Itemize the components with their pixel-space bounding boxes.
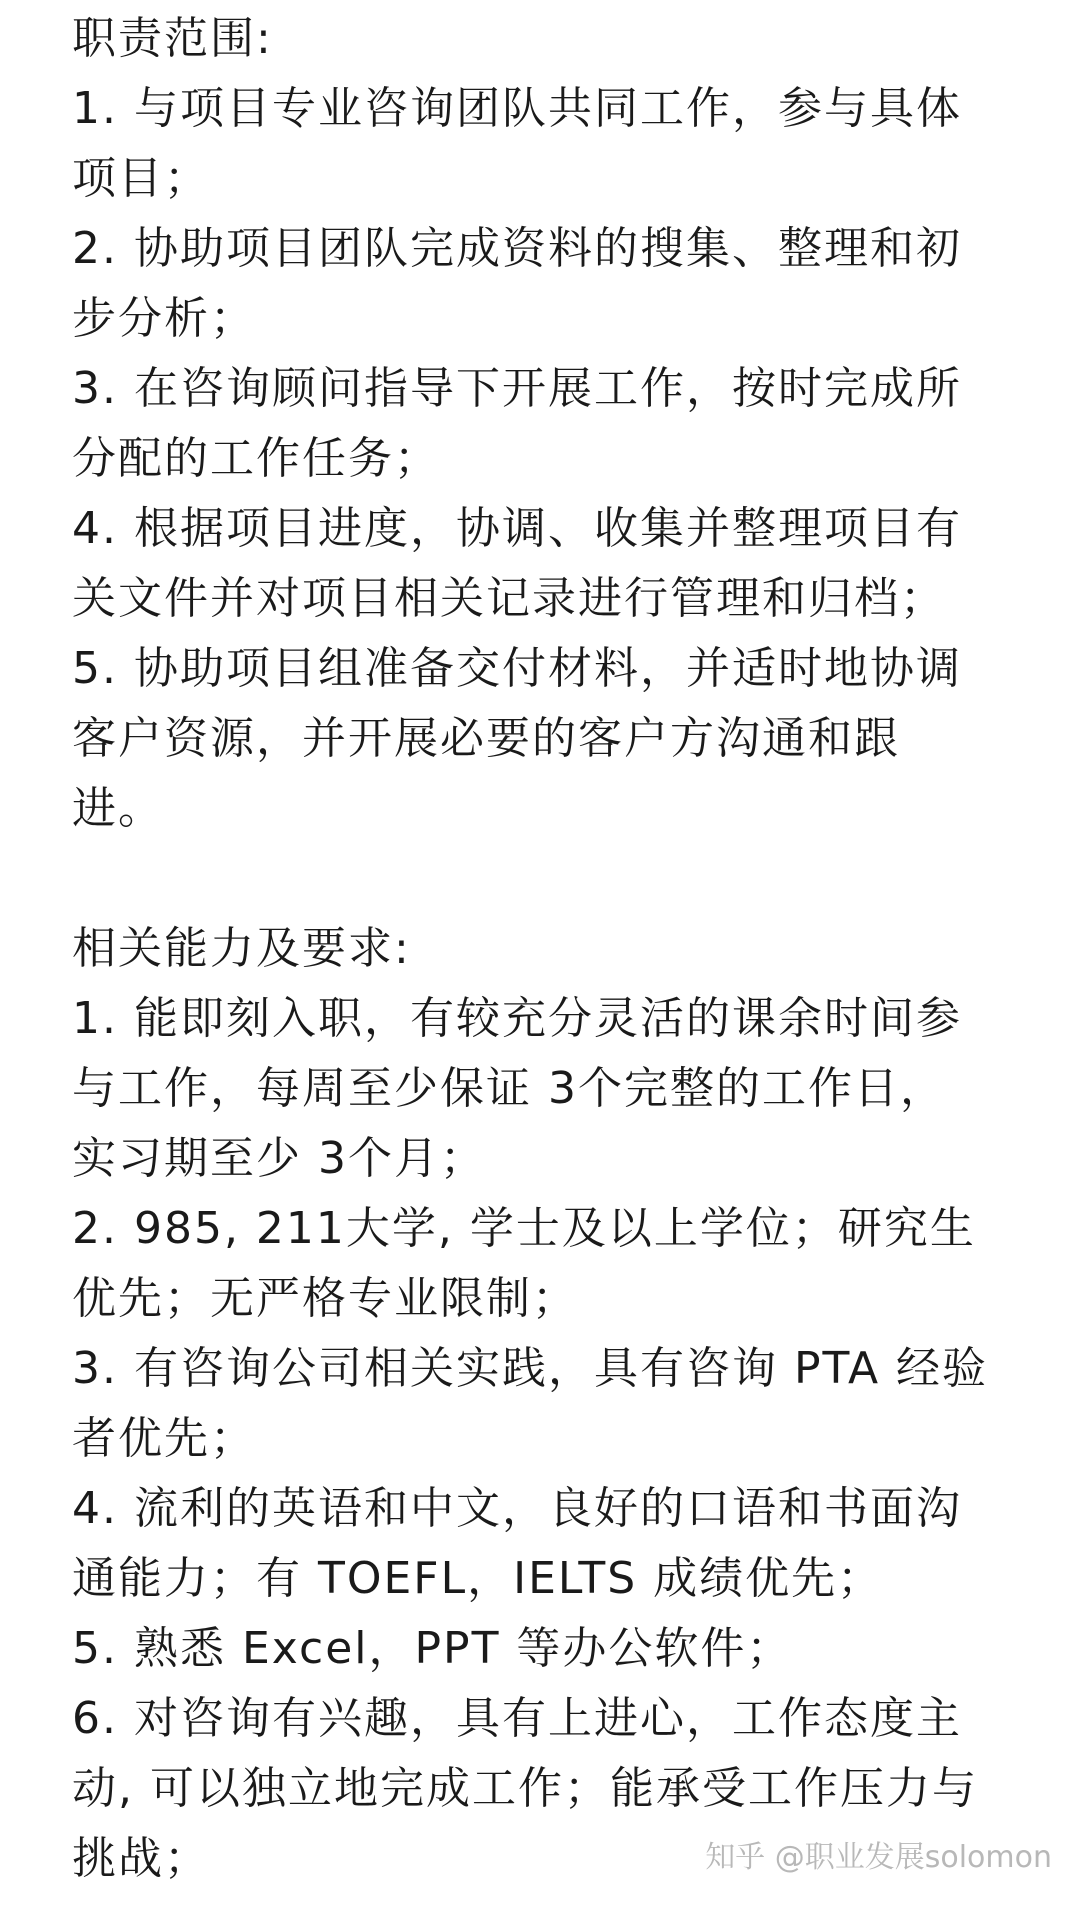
document-body [72, 4, 1042, 1894]
duties-line: 客户资源，并开展必要的客户方沟通和跟 [72, 713, 900, 764]
requirements-line: 通能力；有 TOEFL，IELTS 成绩优先； [72, 1553, 884, 1604]
requirements-line: 5. 熟悉 Excel，PPT 等办公软件； [72, 1623, 793, 1674]
requirements-line: 动, 可以独立地完成工作；能承受工作压力与 [72, 1763, 978, 1814]
duties-line: 1. 与项目专业咨询团队共同工作，参与具体 [72, 83, 962, 134]
duties-line: 项目； [72, 153, 210, 204]
duties-line: 步分析； [72, 293, 256, 344]
duties-heading: 职责范围: [72, 13, 273, 64]
duties-line: 分配的工作任务； [72, 433, 440, 484]
duties-line: 5. 协助项目组准备交付材料，并适时地协调 [72, 643, 962, 694]
duties-line: 3. 在咨询顾问指导下开展工作，按时完成所 [72, 363, 962, 414]
requirements-line: 实习期至少 3个月； [72, 1133, 486, 1184]
duties-line: 关文件并对项目相关记录进行管理和归档； [72, 573, 946, 624]
duties-line: 4. 根据项目进度，协调、收集并整理项目有 [72, 503, 962, 554]
requirements-line: 优先；无严格专业限制； [72, 1273, 578, 1324]
requirements-line: 挑战； [72, 1833, 210, 1884]
requirements-line: 者优先； [72, 1413, 256, 1464]
section-gap [72, 844, 1042, 914]
duties-line: 2. 协助项目团队完成资料的搜集、整理和初 [72, 223, 962, 274]
requirements-line: 6. 对咨询有兴趣，具有上进心，工作态度主 [72, 1693, 962, 1744]
requirements-heading: 相关能力及要求: [72, 923, 411, 974]
requirements-line: 1. 能即刻入职，有较充分灵活的课余时间参 [72, 993, 962, 1044]
requirements-line: 与工作，每周至少保证 3个完整的工作日， [72, 1063, 946, 1114]
requirements-line: 3. 有咨询公司相关实践，具有咨询 PTA 经验 [72, 1343, 989, 1394]
zhihu-watermark: 知乎 @职业发展solomon [705, 1840, 1052, 1875]
requirements-line: 4. 流利的英语和中文，良好的口语和书面沟 [72, 1483, 962, 1534]
duties-line: 进。 [72, 783, 164, 834]
requirements-line: 2. 985, 211大学, 学士及以上学位；研究生 [72, 1203, 976, 1254]
